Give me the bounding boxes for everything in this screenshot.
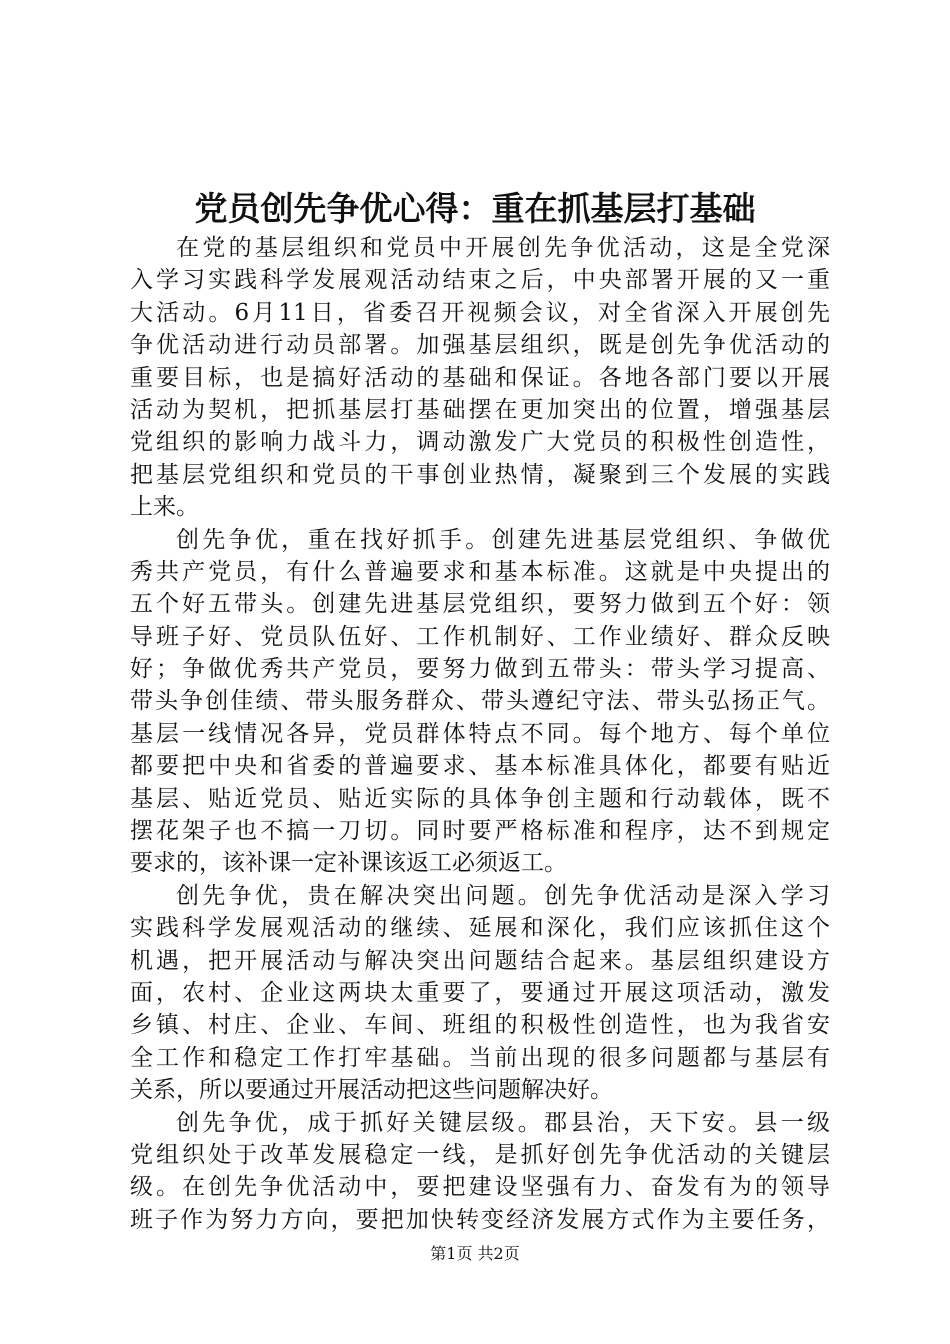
text-line: 面，农村、企业这两块太重要了，要通过开展这项活动，激发: [130, 979, 830, 1006]
text-line: 级。在创先争优活动中，要把建设坚强有力、奋发有为的领导: [130, 1174, 830, 1201]
text-line: 机遇，把开展活动与解决突出问题结合起来。基层组织建设方: [130, 947, 830, 974]
text-line: 创先争优，贵在解决突出问题。创先争优活动是深入学习: [176, 882, 830, 909]
text-line: 乡镇、村庄、企业、车间、班组的积极性创造性，也为我省安: [130, 1012, 830, 1039]
document-title: 党员创先争优心得：重在抓基层打基础: [194, 189, 756, 228]
text-line: 全工作和稳定工作打牢基础。当前出现的很多问题都与基层有: [130, 1044, 830, 1071]
document-body: [130, 232, 830, 1236]
text-line: 好；争做优秀共产党员，要努力做到五带头：带头学习提高、: [130, 656, 830, 683]
text-line: 党组织处于改革发展稳定一线，是抓好创先争优活动的关键层: [130, 1141, 830, 1168]
text-line: 关系，所以要通过开展活动把这些问题解决好。: [130, 1077, 613, 1104]
text-line: 摆花架子也不搞一刀切。同时要严格标准和程序，达不到规定: [130, 818, 830, 845]
text-line: 重要目标，也是搞好活动的基础和保证。各地各部门要以开展: [130, 364, 830, 391]
text-line: 基层、贴近党员、贴近实际的具体争创主题和行动载体，既不: [130, 785, 830, 812]
text-line: 争优活动进行动员部署。加强基层组织，既是创先争优活动的: [130, 332, 830, 359]
text-line: 五个好五带头。创建先进基层党组织，要努力做到五个好：领: [130, 591, 830, 618]
paragraph: [130, 524, 830, 880]
text-line: 创先争优，重在找好抓手。创建先进基层党组织、争做优: [176, 526, 830, 553]
text-line: 大活动。6月11日，省委召开视频会议，对全省深入开展创先: [130, 299, 830, 326]
text-line: 把基层党组织和党员的干事创业热情，凝聚到三个发展的实践: [130, 461, 830, 488]
text-line: 活动为契机，把抓基层打基础摆在更加突出的位置，增强基层: [130, 396, 830, 423]
text-line: 班子作为努力方向，要把加快转变经济发展方式作为主要任务，: [130, 1206, 830, 1233]
text-line: 都要把中央和省委的普遍要求、基本标准具体化，都要有贴近: [130, 753, 830, 780]
text-line: 基层一线情况各异，党员群体特点不同。每个地方、每个单位: [130, 720, 830, 747]
page-footer: [0, 1243, 950, 1265]
text-line: 导班子好、党员队伍好、工作机制好、工作业绩好、群众反映: [130, 623, 830, 650]
text-line: 要求的，该补课一定补课该返工必须返工。: [130, 850, 567, 877]
text-line: 党组织的影响力战斗力，调动激发广大党员的积极性创造性，: [130, 429, 830, 456]
text-line: 上来。: [130, 494, 199, 521]
text-line: 入学习实践科学发展观活动结束之后，中央部署开展的又一重: [130, 267, 830, 294]
paragraph: [130, 1107, 830, 1237]
text-line: 带头争创佳绩、带头服务群众、带头遵纪守法、带头弘扬正气。: [130, 688, 830, 715]
text-line: 在党的基层组织和党员中开展创先争优活动，这是全党深: [176, 235, 830, 261]
text-line: 秀共产党员，有什么普遍要求和基本标准。这就是中央提出的: [130, 558, 830, 585]
text-line: 创先争优，成于抓好关键层级。郡县治，天下安。县一级: [176, 1109, 830, 1136]
page-number: 第1页 共2页: [430, 1244, 520, 1263]
paragraph: [130, 880, 830, 1107]
paragraph: [130, 232, 830, 524]
text-line: 实践科学发展观活动的继续、延展和深化，我们应该抓住这个: [130, 915, 830, 942]
